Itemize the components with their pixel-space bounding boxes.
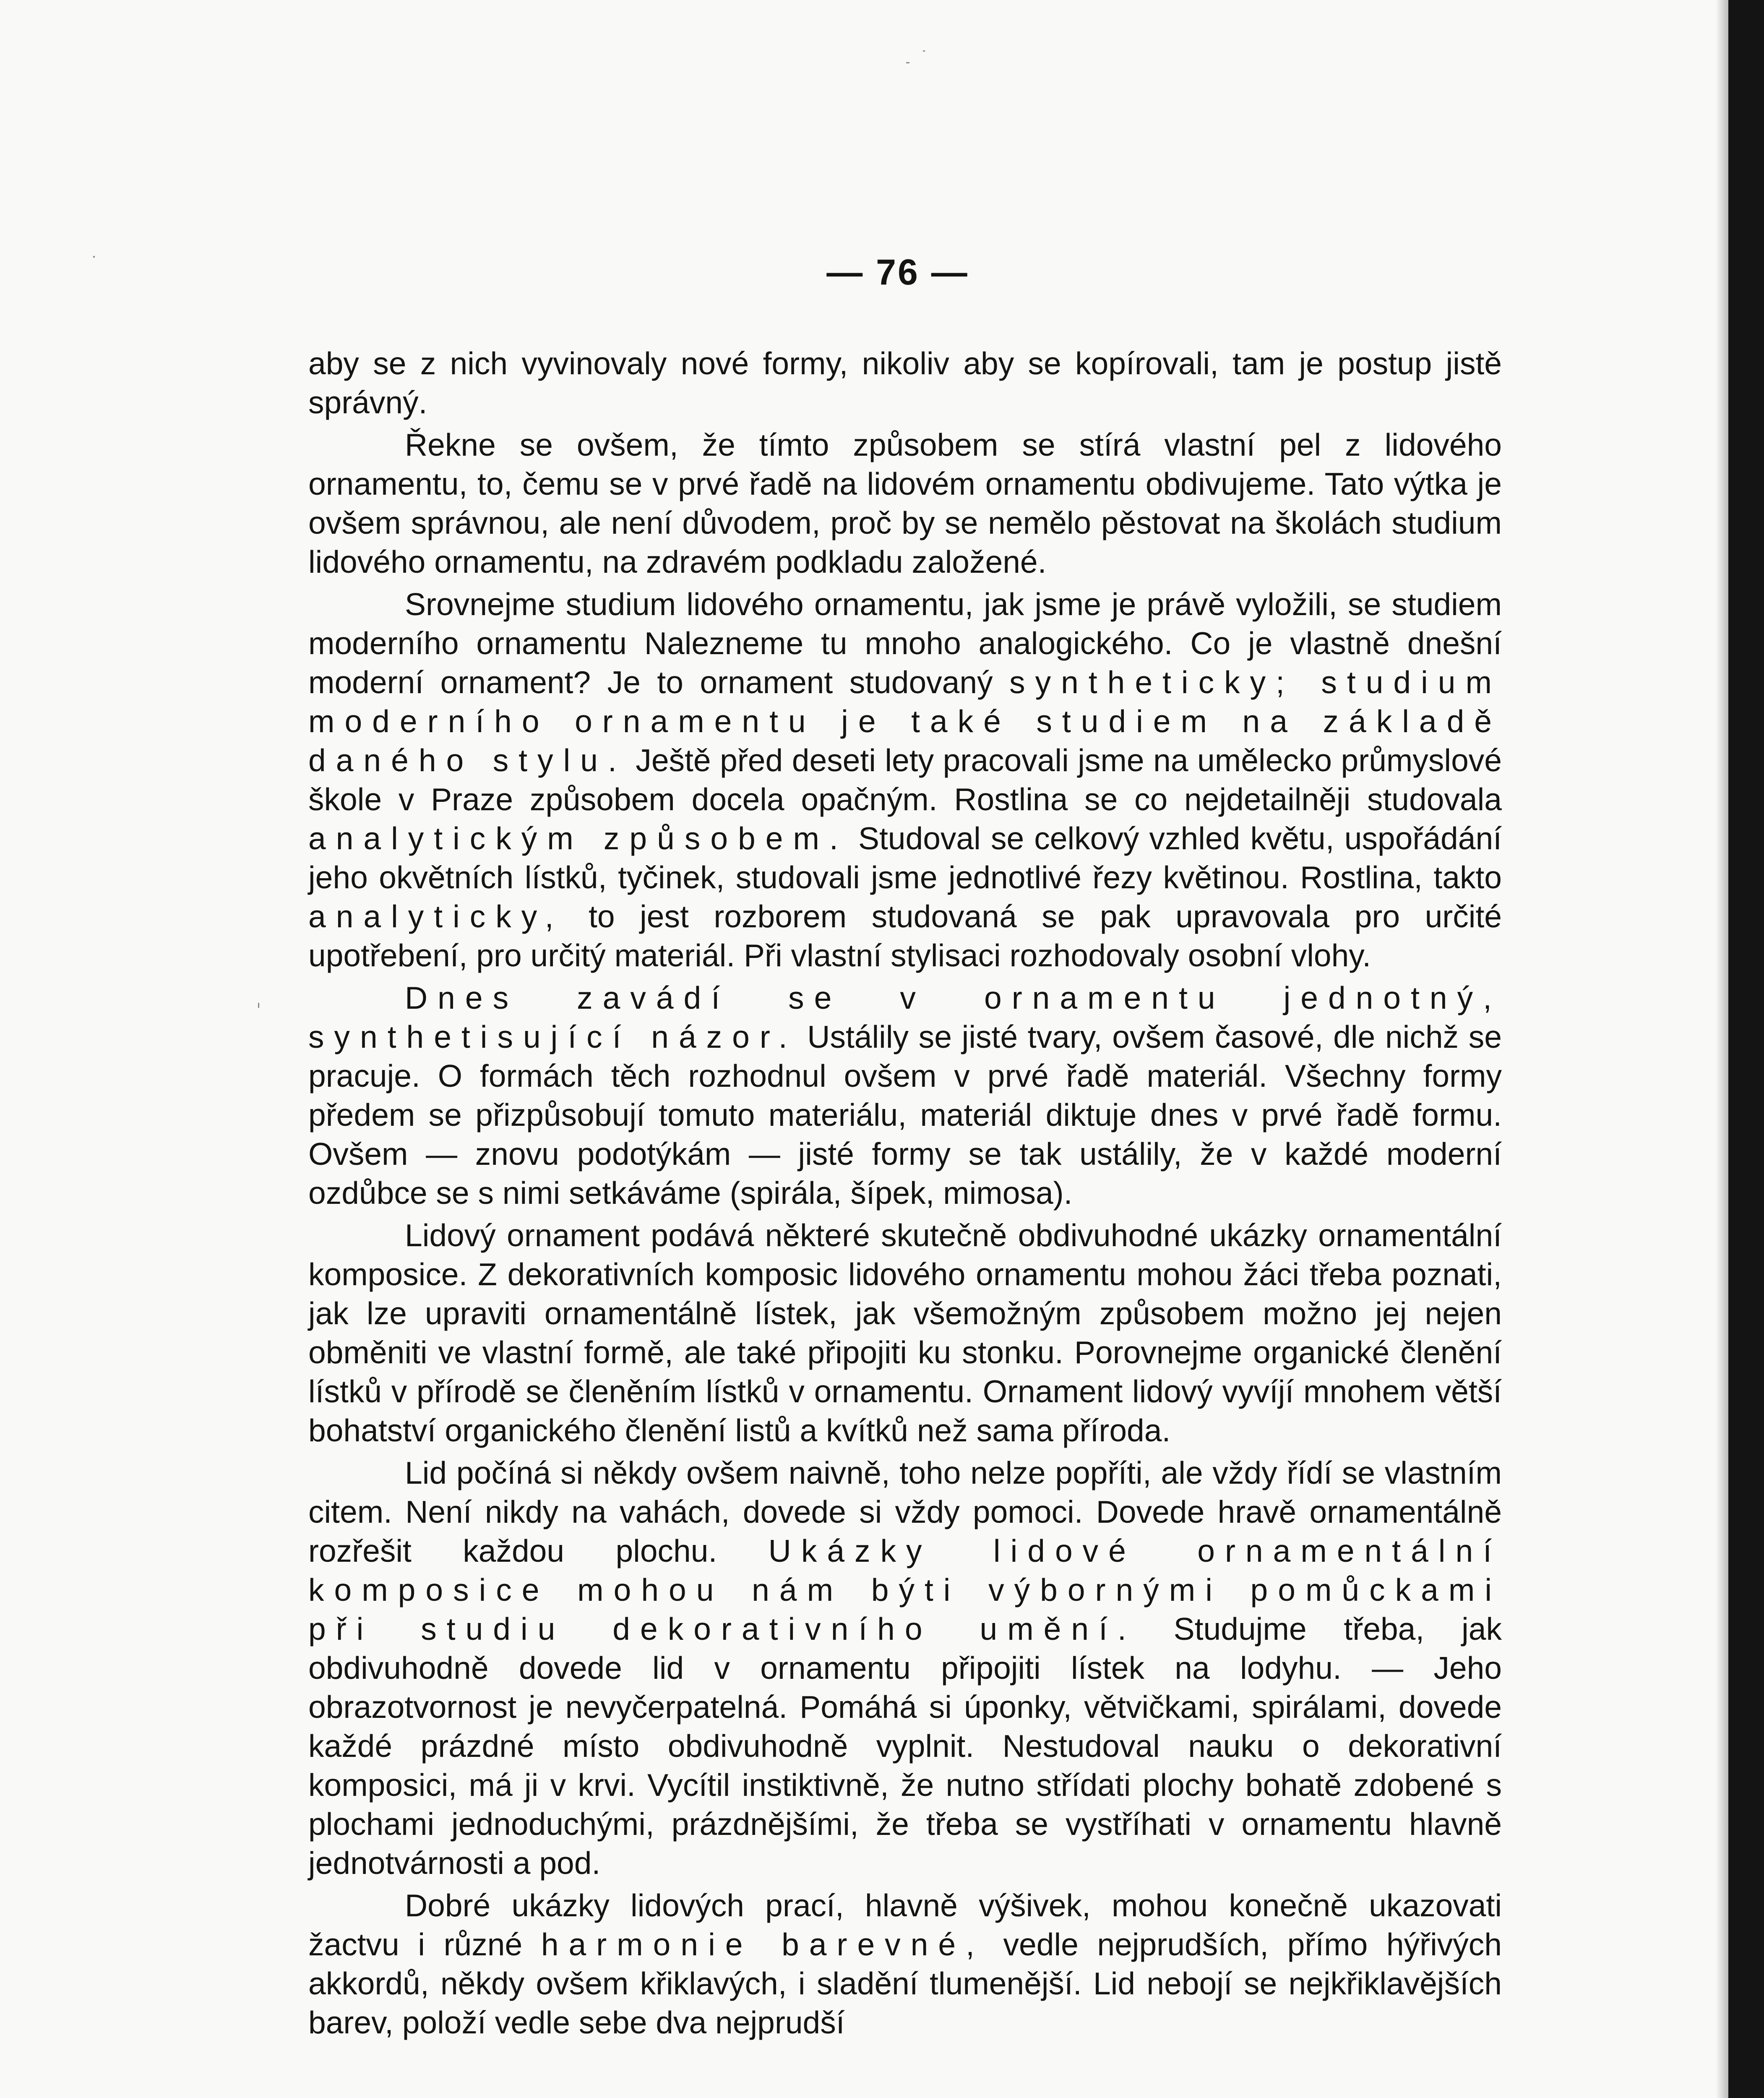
paragraph-text: aby se z nich vyvinovaly nové formy, nikoliv aby se kopírovali, tam je postup jistě správný. — [308, 346, 1502, 420]
dust-speck — [923, 50, 925, 52]
spaced-emphasis-text: Dnes zavádí se v ornamentu jednotný, synthetisující názor. — [308, 980, 1502, 1054]
dust-speck — [906, 62, 909, 63]
paragraph-text: Studujme třeba, jak obdivuhodně dovede lid v ornamentu připojiti lístek na lodyhu. — Jeho obrazotvornost je nevyčerpatelná. Pomáhá si úponky, větvičkami, spirálami, dovede každé prázdné místo obdivuhodně vyplnit. Nestudoval nauku o dekorativní komposici, má ji v krvi. Vycítil instiktivně, že nutno střídati plochy bohatě zdobené s plochami jednoduchými, prázdnějšími, že třeba se vystříhati v ornamentu hlavně jednotvárnosti a pod. — [308, 1611, 1502, 1881]
paragraph-text: Ještě před deseti lety pracovali jsme na umělecko průmyslové škole v Praze způsobem docela opačným. Rostlina se co nejdetailněji studovala — [308, 743, 1502, 817]
dust-speck — [258, 1003, 259, 1008]
spaced-emphasis-text: analytickým způsobem. — [308, 821, 848, 856]
page-edge-border — [1728, 0, 1764, 2098]
paragraph — [308, 1886, 1502, 2042]
paragraph-text: Ustálily se jisté tvary, ovšem časové, dle nichž se pracuje. O formách těch rozhodnul ovšem v prvé řadě materiál. Všechny formy předem se přizpůsobují tomuto materiálu, materiál diktuje dnes v prvé řadě formu. Ovšem — znovu podotýkám — jisté formy se tak ustálily, že v každé moderní ozdůbce se s nimi setkáváme (spirála, šípek, mimosa). — [308, 1019, 1502, 1211]
paragraph-text: Studoval se celkový vzhled květu, uspořádání jeho okvětních lístků, tyčinek, studovali jsme jednotlivé řezy květinou. Rostlina, takto — [308, 821, 1502, 895]
paragraph-text: vedle nejprudších, přímo hýřivých akkordů, někdy ovšem křiklavých, i sladění tlumenější. Lid nebojí se nejkřiklavějších barev, položí vedle sebe dva nejprudší — [308, 1927, 1502, 2040]
paragraph-text: Lid počíná si někdy ovšem naivně, toho nelze popříti, ale vždy řídí se vlastním citem. Není nikdy na vahách, dovede si vždy pomoci. Dovede hravě ornamentálně rozřešit každou plochu. — [308, 1455, 1502, 1568]
body-text — [308, 344, 1502, 2046]
dust-speck — [93, 256, 95, 258]
paragraph — [308, 344, 1502, 422]
paragraph-text: to jest rozborem studovaná se pak upravovala pro určité upotřebení, pro určitý materiál. Při vlastní stylisaci rozhodovaly osobní vlohy. — [308, 899, 1502, 973]
paragraph — [308, 979, 1502, 1213]
paragraph-text: Srovnejme studium lidového ornamentu, jak jsme je právě vyložili, se studiem moderního ornamentu Nalezneme tu mnoho analogického. Co je vlastně dnešní moderní ornament? Je to ornament studovaný — [308, 587, 1502, 700]
spaced-emphasis-text: harmonie barevné, — [541, 1927, 985, 1962]
paragraph-text: Lidový ornament podává některé skutečně obdivuhodné ukázky ornamentální komposice. Z dekorativních komposic lidového ornamentu mohou žáci třeba poznati, jak lze upraviti ornamentálně lístek, jak všemožným způsobem možno jej nejen obměniti ve vlastní formě, ale také připojiti ku stonku. Porovnejme organické členění lístků v přírodě se členěním lístků v ornamentu. Ornament lidový vyvíjí mnohem větší bohatství organického členění listů a kvítků než sama příroda. — [308, 1218, 1502, 1448]
paragraph — [308, 425, 1502, 582]
spaced-emphasis-text: Ukázky lidové ornamentální komposice mohou nám býti výbornými pomůckami při studiu dekorativního umění. — [308, 1533, 1502, 1647]
spaced-emphasis-text: analyticky, — [308, 899, 564, 934]
paragraph-text: Řekne se ovšem, že tímto způsobem se stírá vlastní pel z lidového ornamentu, to, čemu se v prvé řadě na lidovém ornamentu obdivujeme. Tato výtka je ovšem správnou, ale není důvodem, proč by se nemělo pěstovat na školách studium lidového ornamentu, na zdravém podkladu založené. — [308, 427, 1502, 579]
paragraph — [308, 1216, 1502, 1450]
page-number: — 76 — — [826, 252, 969, 292]
spaced-emphasis-text: syntheticky; studium moderního ornamentu je také studiem na základě daného stylu. — [308, 665, 1502, 778]
page-gutter-shadow — [1716, 0, 1728, 2098]
paragraph-text: Dobré ukázky lidových prací, hlavně výšivek, mohou konečně ukazovati žactvu i různé — [308, 1888, 1502, 1962]
paragraph — [308, 1453, 1502, 1883]
paragraph — [308, 585, 1502, 975]
